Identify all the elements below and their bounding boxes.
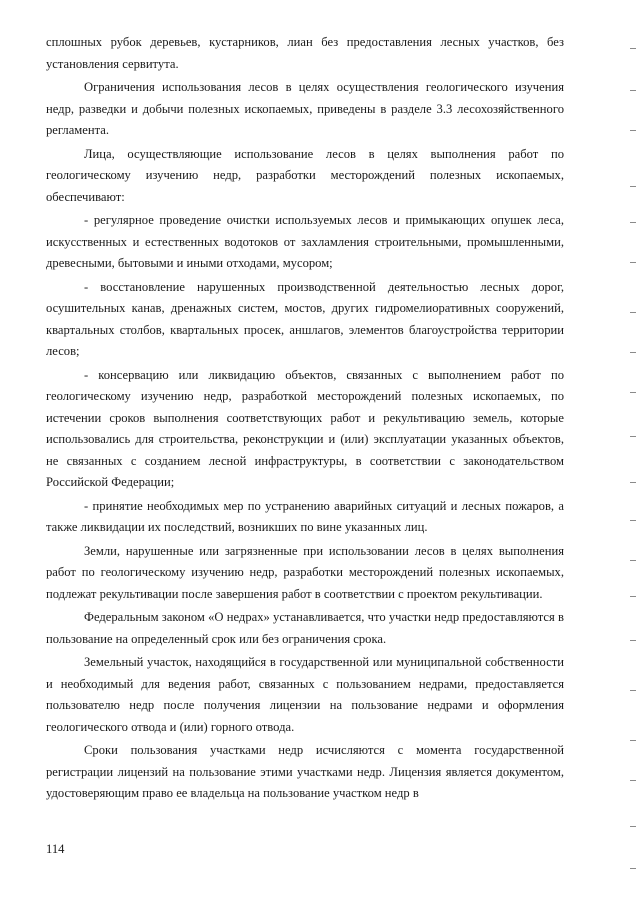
margin-mark <box>630 780 636 781</box>
margin-mark <box>630 560 636 561</box>
margin-mark <box>630 868 636 869</box>
paragraph-2: Ограничения использования лесов в целях осуществления геологического изучения недр, разведки и добычи полезных ископаемых, приведены в разделе 3.3 лесохозяйственного регламента. <box>46 80 564 137</box>
margin-mark <box>630 826 636 827</box>
margin-mark <box>630 90 636 91</box>
margin-mark <box>630 352 636 353</box>
document-body <box>46 32 564 807</box>
paragraph-3: Лица, осуществляющие использование лесов в целях выполнения работ по геологическому изучению недр, разработки месторождений полезных ископаемых, обеспечивают: <box>46 146 564 204</box>
scan-margin-marks <box>626 0 640 905</box>
margin-mark <box>630 690 636 691</box>
page-number: 114 <box>46 842 65 856</box>
list-item-cleaning: - регулярное проведение очистки используемых лесов и примыкающих опушек леса, искусственных и естественных водотоков от захламления строительными, промышленными, древесными, бытовыми и иными отходами, мусором; <box>46 213 564 270</box>
margin-mark <box>630 222 636 223</box>
list-item-restoration: - восстановление нарушенных производственной деятельностью лесных дорог, осушительных канав, дренажных систем, мостов, других гидромелиоративных сооружений, квартальных столбов, квартальных просек, аншлагов, элементов благоустройства территории лесов; <box>46 279 564 358</box>
margin-mark <box>630 312 636 313</box>
margin-mark <box>630 740 636 741</box>
margin-mark <box>630 186 636 187</box>
margin-mark <box>630 482 636 483</box>
margin-mark <box>630 262 636 263</box>
margin-mark <box>630 48 636 49</box>
margin-mark <box>630 640 636 641</box>
paragraph-land-plot: Земельный участок, находящийся в государственной или муниципальной собственности и необходимый для ведения работ, связанных с пользованием недрами, предоставляется пользователю недр после получения лицензии на пользование недрами и оформления геологического отвода и (или) горного отвода. <box>46 655 564 734</box>
list-item-conservation: - консервацию или ликвидацию объектов, связанных с выполнением работ по геологическому изучению недр, разработкой месторождений полезных ископаемых, по истечении сроков выполнения соответствующих работ и рекультивацию земель, которые использовались для строительства, реконструкции и (или) эксплуатации указанных объектов, не связанных с созданием лесной инфраструктуры, в соответствии с законодательством Российской Федерации; <box>46 367 564 489</box>
list-item-emergency: - принятие необходимых мер по устранению аварийных ситуаций и лесных пожаров, а также ликвидации их последствий, возникших по вине указанных лиц. <box>46 498 564 534</box>
margin-mark <box>630 130 636 131</box>
paragraph-terms: Сроки пользования участками недр исчисляются с момента государственной регистрации лицензий на пользование этими участками недр. Лицензия является документом, удостоверяющим право ее владельца на пользование участком недр в <box>46 743 564 800</box>
paragraph-federal-law: Федеральным законом «О недрах» устанавливается, что участки недр предоставляются в пользование на определенный срок или без ограничения срока. <box>46 610 564 646</box>
margin-mark <box>630 596 636 597</box>
margin-mark <box>630 520 636 521</box>
margin-mark <box>630 436 636 437</box>
paragraph-1: сплошных рубок деревьев, кустарников, лиан без предоставления лесных участков, без установления сервитута. <box>46 35 564 71</box>
margin-mark <box>630 392 636 393</box>
paragraph-recultivation: Земли, нарушенные или загрязненные при использовании лесов в целях выполнения работ по геологическому изучению недр, разработки месторождений полезных ископаемых, подлежат рекультивации после завершения работ в соответствии с проектом рекультивации. <box>46 543 564 601</box>
